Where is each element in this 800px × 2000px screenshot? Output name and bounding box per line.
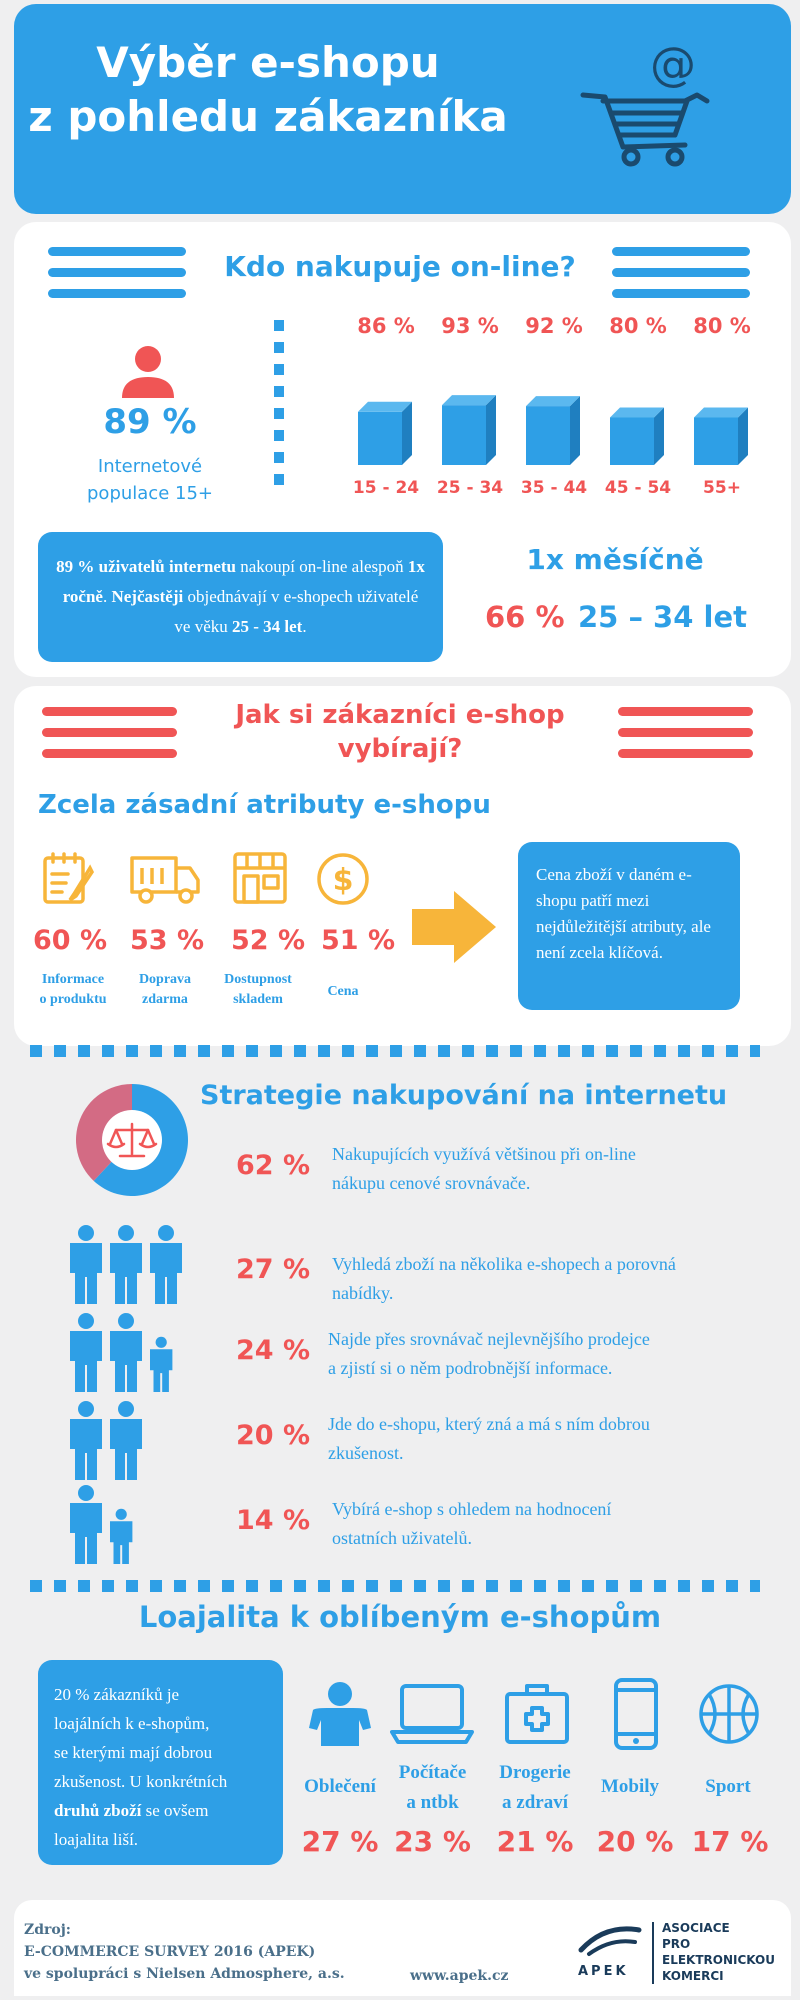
category-label: Sport: [705, 1776, 751, 1797]
document-pencil-icon: [40, 850, 96, 906]
bar: [526, 396, 580, 465]
person-figure-icon: [110, 1225, 142, 1304]
strategy-percent: 24 %: [235, 1335, 310, 1366]
person-figure-icon: [150, 1337, 172, 1392]
strategy-percent: 20 %: [235, 1420, 310, 1451]
bar-chart-svg: [330, 315, 750, 505]
bar-value-label: 93 %: [441, 314, 499, 338]
strategy-percent: 27 %: [235, 1254, 310, 1285]
people-group-icon: [70, 1482, 200, 1568]
category-label: Mobily: [600, 1776, 660, 1797]
person-icon: [305, 1680, 375, 1748]
section-title: Strategie nakupování na internetu: [200, 1080, 728, 1111]
people-group-icon: [70, 1310, 200, 1396]
category-label: Počítače a ntbk: [398, 1762, 467, 1813]
bar: [442, 395, 496, 465]
ball-icon: [697, 1682, 761, 1746]
people-group-icon: [70, 1222, 200, 1308]
strategy-percent: 62 %: [235, 1150, 310, 1181]
bar-age-label: 35 - 44: [520, 478, 588, 498]
person-figure-icon: [70, 1313, 102, 1392]
section-title: Loajalita k oblíbeným e-shopům: [138, 1600, 662, 1634]
user-icon: [118, 345, 178, 400]
dollar-icon: [316, 852, 370, 906]
age-bar-chart: [330, 315, 750, 505]
population-percent: 89 %: [103, 402, 197, 442]
attribute-label: Informace o produktu: [39, 972, 107, 1007]
source-line: E-COMMERCE SURVEY 2016 (APEK): [24, 1944, 316, 1960]
org-name: ASOCIACE PRO ELEKTRONICKOU KOMERCI: [662, 1921, 775, 1983]
section-title: Jak si zákazníci e-shop vybírají?: [235, 700, 565, 764]
monthly-percent: 66 %: [485, 600, 565, 634]
person-figure-icon: [110, 1313, 142, 1392]
attribute-percent: 60 %: [32, 925, 108, 956]
strategy-text: Nakupujících využívá většinou při on-line nákupu cenové srovnávače.: [332, 1144, 636, 1193]
bar: [694, 408, 748, 466]
decor-lines: [48, 247, 186, 310]
strategy-text: Najde přes srovnávač nejlevnějšího prodejce a zjistí si o něm podrobnější informace.: [328, 1329, 650, 1378]
price-note-box: Cena zboží v daném e-shopu patří mezi nejdůležitější atributy, ale není zcela klíčová.: [518, 842, 740, 1010]
attribute-label: Cena: [327, 984, 359, 999]
website-link[interactable]: www.apek.cz: [410, 1968, 509, 1984]
info-box-annual: 89 % uživatelů internetu nakoupí on-line alespoň 1x ročně. Nejčastěji objednávají v e-shopech uživatelé ve věku 25 - 34 let.: [38, 532, 443, 662]
store-icon: [230, 850, 290, 906]
source-line: ve spolupráci s Nielsen Admosphere, a.s.: [24, 1966, 345, 1982]
bar-value-label: 92 %: [525, 314, 583, 338]
section-title: Kdo nakupuje on-line?: [224, 250, 576, 283]
category-percent: 20 %: [596, 1825, 674, 1858]
people-group-icon: [70, 1398, 200, 1484]
decor-lines: [612, 247, 750, 310]
strategy-percent: 14 %: [235, 1505, 310, 1536]
dotted-divider: [30, 1580, 760, 1592]
attribute-percent: 51 %: [320, 925, 396, 956]
strategy-text: Vyhledá zboží na několika e-shopech a porovná nabídky.: [332, 1254, 676, 1303]
section-subtitle: Zcela zásadní atributy e-shopu: [38, 790, 491, 820]
shopping-cart-icon: [575, 35, 715, 175]
bar-value-label: 86 %: [357, 314, 415, 338]
attribute-percent: 52 %: [230, 925, 306, 956]
category-label: Drogerie a zdraví: [499, 1762, 571, 1813]
monthly-title: 1x měsíčně: [526, 543, 704, 576]
mobile-icon: [612, 1676, 660, 1752]
bar: [610, 408, 664, 466]
at-icon: @: [650, 37, 696, 91]
person-figure-icon: [150, 1225, 182, 1304]
category-percent: 23 %: [394, 1825, 471, 1858]
decor-lines: [618, 707, 753, 770]
bar-value-label: 80 %: [693, 314, 751, 338]
attribute-label: Dostupnost skladem: [224, 972, 292, 1007]
decor-lines: [42, 707, 177, 770]
bar: [358, 402, 412, 465]
laptop-icon: [390, 1682, 474, 1746]
category-percent: 21 %: [496, 1825, 574, 1858]
person-figure-icon: [110, 1401, 142, 1480]
bar-age-label: 25 - 34: [436, 478, 504, 498]
apek-logo-icon: [575, 1920, 645, 1962]
source-label: Zdroj:: [24, 1922, 71, 1938]
category-label: Oblečení: [304, 1776, 376, 1797]
arrow-right-icon: [408, 885, 500, 969]
strategy-text: Vybírá e-shop s ohledem na hodnocení ostatních uživatelů.: [332, 1499, 612, 1548]
bar-age-label: 45 - 54: [604, 478, 672, 498]
svg-text:$: $: [332, 863, 354, 898]
category-percent: 17 %: [691, 1825, 769, 1858]
strategy-text: Jde do e-shopu, který zná a má s ním dobrou zkušenost.: [328, 1414, 650, 1463]
person-figure-icon: [70, 1225, 102, 1304]
bar-value-label: 80 %: [609, 314, 667, 338]
bar-age-label: 15 - 24: [352, 478, 420, 498]
monthly-age: 25 – 34 let: [578, 600, 747, 634]
apek-logo-text: APEK: [578, 1964, 629, 1979]
loyalty-info-box: 20 % zákazníků je loajálních k e-shopům, se kterými mají dobrou zkušenost. U konkrétních druhů zboží se ovšem loajalita liší.: [38, 1660, 283, 1865]
person-figure-icon: [70, 1485, 102, 1564]
attribute-percent: 53 %: [129, 925, 205, 956]
divider: [274, 320, 284, 492]
bar-age-label: 55+: [703, 478, 741, 498]
truck-icon: [128, 852, 202, 906]
medical-box-icon: [503, 1680, 571, 1746]
person-figure-icon: [110, 1509, 132, 1564]
comparison-pie-chart: [72, 1080, 192, 1200]
logo-divider: [652, 1922, 654, 1984]
category-percent: 27 %: [301, 1825, 379, 1858]
page-title: Výběr e-shopu z pohledu zákazníka: [28, 38, 508, 141]
population-label: Internetové populace 15+: [87, 456, 213, 504]
attribute-label: Doprava zdarma: [138, 972, 192, 1007]
person-figure-icon: [70, 1401, 102, 1480]
dotted-divider: [30, 1045, 760, 1057]
